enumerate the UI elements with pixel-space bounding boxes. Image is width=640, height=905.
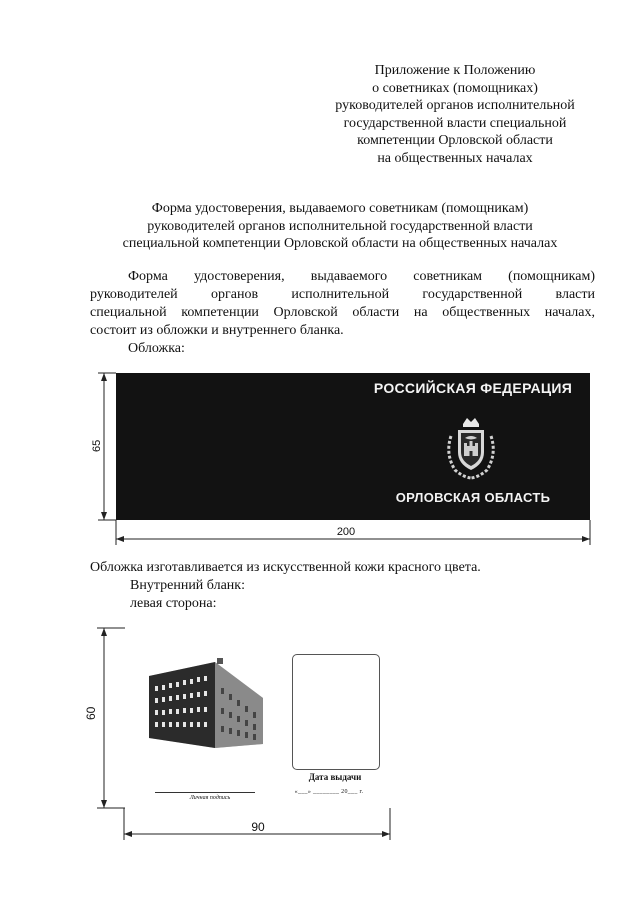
form-title-line: руководителей органов исполнительной государственной власти — [147, 218, 533, 234]
form-title-line: специальной компетенции Орловской области на общественных началах — [122, 236, 558, 251]
form-title-line: Форма удостоверения, выдаваемого советникам (помощникам) — [151, 201, 529, 216]
cover-country-text: РОССИЙСКАЯ ФЕДЕРАЦИЯ — [373, 380, 573, 396]
appendix-line: о советниках (помощниках) — [372, 80, 538, 96]
inner-blank-label: Внутренний бланк: — [130, 578, 245, 593]
body-line: Форма удостоверения, выдаваемого советникам (помощникам) — [128, 269, 595, 284]
inner-blank-description — [90, 559, 600, 613]
signature-line — [155, 792, 255, 793]
issue-date-label: Дата выдачи — [308, 772, 362, 782]
left-side-label: левая сторона: — [130, 596, 217, 611]
body-line: руководителей органов исполнительной государственной власти — [90, 287, 595, 302]
cover-material-text: Обложка изготавливается из искусственной кожи красного цвета. — [90, 560, 481, 575]
cover-width-dim: 200 — [336, 526, 356, 538]
government-building-icon — [145, 658, 263, 752]
appendix-line: руководителей органов исполнительной — [335, 98, 575, 114]
cover-label: Обложка: — [128, 341, 185, 356]
body-line: специальной компетенции Орловской области на общественных началах, — [90, 305, 595, 320]
cover-region-text: ОРЛОВСКАЯ ОБЛАСТЬ — [395, 490, 551, 505]
blank-height-dim: 60 — [84, 706, 98, 720]
cover-height-dim: 65 — [91, 439, 103, 452]
appendix-line: на общественных началах — [377, 150, 533, 166]
blank-width-dim: 90 — [251, 820, 265, 834]
photo-placeholder — [292, 654, 380, 770]
coat-of-arms-icon — [441, 414, 501, 480]
issue-date-field: «___» ________ 20___ г. — [294, 789, 364, 795]
appendix-line: Приложение к Положению — [374, 63, 536, 78]
body-line: состоит из обложки и внутреннего бланка. — [90, 323, 344, 338]
appendix-line: государственной власти специальной — [343, 115, 567, 131]
appendix-line: компетенции Орловской области — [357, 133, 553, 149]
signature-caption: Личная подпись — [189, 795, 231, 801]
